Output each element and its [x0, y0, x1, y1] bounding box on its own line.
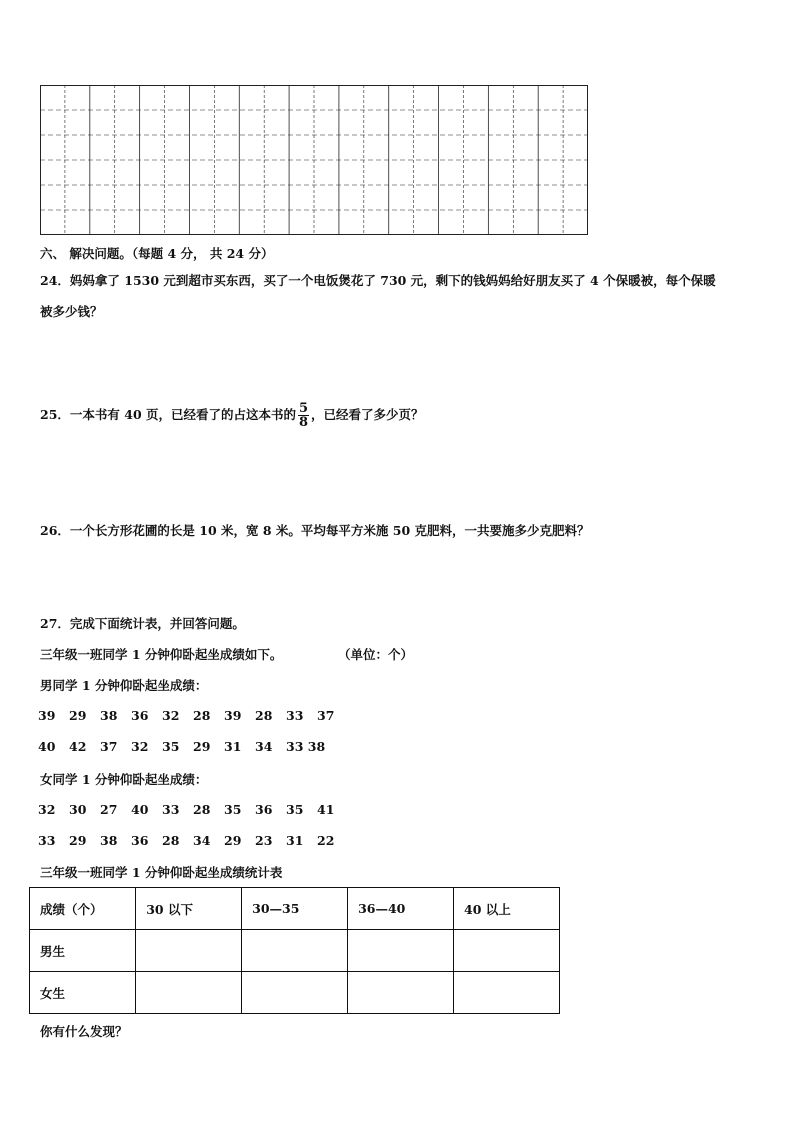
- score-value: 23: [255, 833, 273, 848]
- score-value: 31: [286, 833, 304, 848]
- boys-label: 男同学 1 分钟仰卧起坐成绩：: [40, 678, 208, 693]
- score-value: 35: [162, 739, 180, 754]
- fraction-numerator: 5: [299, 401, 309, 416]
- score-value: 38: [100, 833, 118, 848]
- score-value: 32: [131, 739, 149, 754]
- question-25-text: 25．一本书有 40 页，已经看了的占这本书的: [40, 407, 296, 422]
- question-24-line1: 24．妈妈拿了 1530 元到超市买东西，买了一个电饭煲花了 730 元，剩下的钱妈妈给好朋友买了 4 个保暖被，每个保暖: [40, 273, 716, 288]
- girls-label: 女同学 1 分钟仰卧起坐成绩：: [40, 772, 208, 787]
- score-value: 33: [38, 833, 56, 848]
- score-value: 27: [100, 802, 118, 817]
- answer-cell[interactable]: [348, 972, 454, 1014]
- girls-scores-row1: [38, 802, 348, 817]
- score-value: 35: [286, 802, 304, 817]
- score-value: 40: [38, 739, 56, 754]
- score-value: 22: [317, 833, 335, 848]
- score-value: 29: [193, 739, 211, 754]
- table-header-cell: 30—35: [242, 888, 348, 930]
- score-value: 31: [224, 739, 242, 754]
- score-value: 42: [69, 739, 87, 754]
- row-label-boys: 男生: [30, 930, 136, 972]
- table-header-row: [30, 888, 560, 930]
- answer-cell[interactable]: [454, 972, 560, 1014]
- score-value: 39: [224, 708, 242, 723]
- question-26: 26．一个长方形花圃的长是 10 米，宽 8 米。平均每平方米施 50 克肥料，一共要施多少克肥料？: [40, 523, 590, 538]
- table-row: [30, 930, 560, 972]
- score-value: 39: [38, 708, 56, 723]
- score-value: 28: [193, 802, 211, 817]
- table-header-cell: 40 以上: [454, 888, 560, 930]
- question-24-line2: 被多少钱？: [40, 304, 103, 319]
- answer-cell[interactable]: [242, 972, 348, 1014]
- score-value: 28: [162, 833, 180, 848]
- score-value: 29: [69, 708, 87, 723]
- question-27-prompt: 你有什么发现？: [40, 1024, 128, 1039]
- score-value: 28: [193, 708, 211, 723]
- answer-cell[interactable]: [454, 930, 560, 972]
- table-header-cell: 30 以下: [136, 888, 242, 930]
- answer-cell[interactable]: [348, 930, 454, 972]
- question-25-tail: ，已经看了多少页？: [311, 407, 424, 422]
- score-value: 37: [317, 708, 335, 723]
- fraction-denominator: 8: [299, 415, 309, 430]
- score-value: 38: [100, 708, 118, 723]
- score-value: 30: [69, 802, 87, 817]
- score-value: 29: [224, 833, 242, 848]
- score-value: 29: [69, 833, 87, 848]
- boys-scores-row1: [38, 708, 348, 723]
- statistics-table: [29, 887, 560, 1014]
- score-value: 32: [162, 708, 180, 723]
- girls-scores-row2: [38, 833, 348, 848]
- row-label-girls: 女生: [30, 972, 136, 1014]
- unit-label: （单位：个）: [338, 647, 414, 662]
- score-value: 36: [131, 833, 149, 848]
- question-27-title: 27．完成下面统计表，并回答问题。: [40, 616, 245, 631]
- fraction: [298, 402, 309, 429]
- score-value: 37: [100, 739, 118, 754]
- answer-cell[interactable]: [242, 930, 348, 972]
- score-value: 36: [255, 802, 273, 817]
- boys-scores-row2: [38, 739, 326, 754]
- writing-grid: [40, 85, 588, 235]
- section-heading: 六、 解决问题。（每题 4 分， 共 24 分）: [40, 246, 274, 261]
- score-value: 36: [131, 708, 149, 723]
- score-value: 33 38: [286, 739, 326, 754]
- score-value: 32: [38, 802, 56, 817]
- answer-cell[interactable]: [136, 972, 242, 1014]
- score-value: 33: [286, 708, 304, 723]
- score-value: 35: [224, 802, 242, 817]
- score-value: 33: [162, 802, 180, 817]
- score-value: 40: [131, 802, 149, 817]
- table-row: [30, 972, 560, 1014]
- score-value: 34: [193, 833, 211, 848]
- question-27-intro: 三年级一班同学 1 分钟仰卧起坐成绩如下。: [40, 647, 283, 662]
- table-header-cell: 成绩（个）: [30, 888, 136, 930]
- score-value: 28: [255, 708, 273, 723]
- table-title: 三年级一班同学 1 分钟仰卧起坐成绩统计表: [40, 865, 283, 880]
- score-value: 34: [255, 739, 273, 754]
- score-value: 41: [317, 802, 335, 817]
- question-25: [40, 402, 424, 429]
- table-header-cell: 36—40: [348, 888, 454, 930]
- answer-cell[interactable]: [136, 930, 242, 972]
